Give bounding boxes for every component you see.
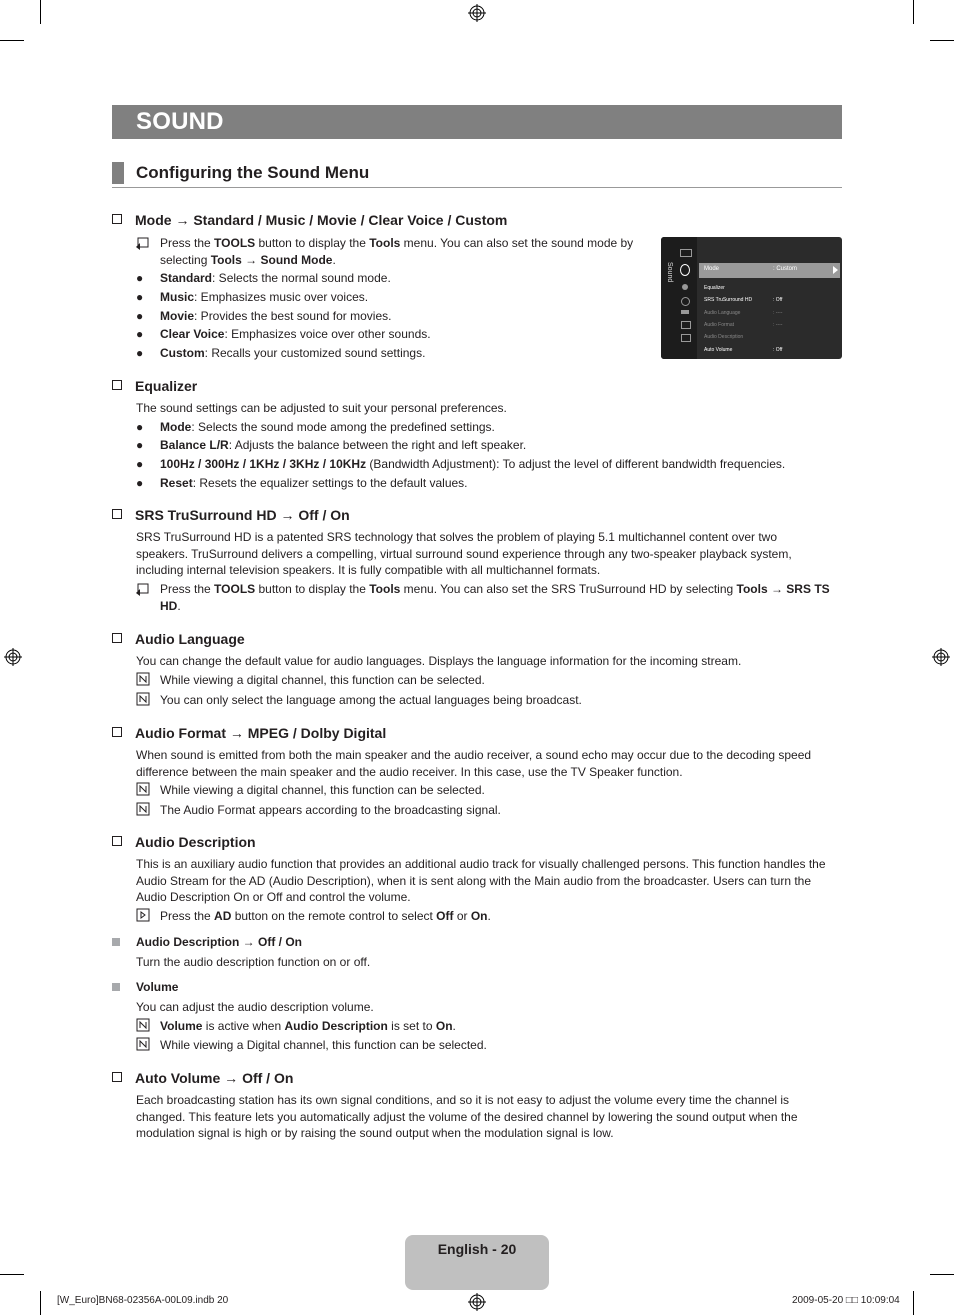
- audio-language-heading: Audio Language: [112, 631, 245, 647]
- crop-mark: [40, 0, 41, 24]
- print-slug-right: 2009-05-20 □□ 10:09:04: [792, 1295, 900, 1306]
- page-number: English - 20: [437, 1241, 517, 1257]
- registration-mark-icon: [468, 1293, 486, 1311]
- crop-mark: [930, 1274, 954, 1275]
- crop-mark: [40, 1291, 41, 1315]
- srs-heading: SRS TruSurround HD → Off / On: [112, 507, 350, 523]
- note-icon: [136, 802, 150, 816]
- osd-row-label: Audio Description: [704, 334, 744, 340]
- osd-row-label: Mode: [704, 266, 720, 272]
- checkbox-icon: [112, 214, 122, 224]
- osd-row-value: : ----: [773, 310, 783, 316]
- osd-row-value: : Custom: [773, 266, 798, 272]
- list-item: ● Balance L/R: Adjusts the balance between the right and left speaker.: [136, 438, 527, 452]
- arrow-right-icon: [833, 266, 838, 274]
- auto-volume-text: Each broadcasting station has its own signal conditions, and so it is not easy to adjust the volume every time the channel is changed. This feature lets you automatically adjust the volume of the desired channel by lowering the sound output when the modulation signal is high or by raising the sound output when the modulation signal is low.: [136, 1093, 798, 1140]
- crop-mark: [0, 1274, 24, 1275]
- audio-language-intro: You can change the default value for audio languages. Displays the language information for the incoming stream.: [136, 654, 742, 668]
- mode-heading: Mode → Standard / Music / Movie / Clear Voice / Custom: [112, 212, 507, 228]
- osd-row-label: Audio Language: [704, 310, 741, 316]
- osd-row-label: Audio Format: [704, 322, 735, 328]
- list-item: ● Standard: Selects the normal sound mode.: [136, 271, 391, 285]
- subsection-text: You can adjust the audio description volume.: [136, 1000, 374, 1014]
- section-title: Configuring the Sound Menu: [136, 163, 370, 182]
- application-icon: [681, 321, 691, 329]
- note-icon: [136, 692, 150, 706]
- note-icon: [136, 782, 150, 796]
- list-item: ● Music: Emphasizes music over voices.: [136, 290, 369, 304]
- input-icon: [681, 310, 689, 314]
- subsection-text: Turn the audio description function on or off.: [136, 955, 371, 969]
- remote-control-icon: [136, 908, 150, 922]
- tools-note: Press the TOOLS button to display the Tools menu. You can also set the sound mode by selecting Tools → Sound Mode.: [136, 235, 656, 269]
- crop-mark: [930, 40, 954, 41]
- subsection-heading: Audio Description → Off / On: [112, 935, 302, 949]
- checkbox-icon: [112, 633, 122, 643]
- osd-row-label: Equalizer: [704, 285, 725, 291]
- auto-volume-heading: Auto Volume → Off / On: [112, 1070, 293, 1086]
- subsection-heading: Volume: [112, 980, 178, 994]
- crop-mark: [0, 40, 24, 41]
- list-item: ● 100Hz / 300Hz / 1KHz / 3KHz / 10KHz (Bandwidth Adjustment): To adjust the level of different bandwidth frequencies.: [136, 457, 786, 471]
- list-item: ● Clear Voice: Emphasizes voice over other sounds.: [136, 327, 431, 341]
- crop-mark: [913, 0, 914, 24]
- equalizer-heading: Equalizer: [112, 378, 197, 394]
- checkbox-icon: [112, 509, 122, 519]
- square-bullet-icon: [112, 938, 120, 946]
- osd-row-value: : ----: [773, 322, 783, 328]
- osd-side-label: Sound: [666, 262, 673, 283]
- audio-format-text: When sound is emitted from both the main speaker and the audio receiver, a sound echo may occur due to the decoding speed difference between the main speaker and the audio receiver. In this case, use the TV Speaker function.: [136, 748, 812, 779]
- checkbox-icon: [112, 1072, 122, 1082]
- checkbox-icon: [112, 380, 122, 390]
- section-heading: [112, 160, 842, 188]
- sound-menu-screenshot: [661, 237, 842, 359]
- osd-row-label: Auto Volume: [704, 347, 733, 353]
- list-item: ● Custom: Recalls your customized sound settings.: [136, 346, 426, 360]
- sound-icon: [680, 264, 690, 276]
- tools-note-icon: [136, 236, 150, 250]
- equalizer-intro: The sound settings can be adjusted to suit your personal preferences.: [136, 401, 507, 415]
- osd-row-value: : Off: [773, 297, 783, 303]
- srs-tools-note: Press the TOOLS button to display the Tools menu. You can also set the SRS TruSurround HD by selecting Tools → SRS TS HD.: [136, 581, 842, 615]
- registration-mark-icon: [468, 4, 486, 22]
- support-icon: [681, 334, 691, 342]
- registration-mark-icon: [4, 648, 22, 666]
- square-bullet-icon: [112, 983, 120, 991]
- page-title: SOUND: [136, 108, 224, 135]
- list-item: ● Mode: Selects the sound mode among the predefined settings.: [136, 420, 495, 434]
- section-marker: [112, 162, 124, 184]
- list-item: ● Reset: Resets the equalizer settings to the default values.: [136, 476, 468, 490]
- audio-format-heading: Audio Format → MPEG / Dolby Digital: [112, 725, 386, 741]
- srs-text: SRS TruSurround HD is a patented SRS technology that solves the problem of playing 5.1 multichannel content over two speakers. TruSurround delivers a compelling, virtual surround sound experience through any two-speaker playback system, including internal television speakers. It is fully compatible with all multichannel formats.: [136, 530, 792, 577]
- print-slug-left: [W_Euro]BN68-02356A-00L09.indb 20: [57, 1295, 229, 1306]
- osd-highlight: [699, 263, 840, 278]
- checkbox-icon: [112, 836, 122, 846]
- registration-mark-icon: [932, 648, 950, 666]
- tools-note-icon: [136, 582, 150, 596]
- audio-description-heading: Audio Description: [112, 834, 256, 850]
- osd-row-label: SRS TruSurround HD: [704, 297, 753, 303]
- note-icon: [136, 1018, 150, 1032]
- page-title-bar: [112, 105, 842, 139]
- checkbox-icon: [112, 727, 122, 737]
- osd-row-value: : Off: [773, 347, 783, 353]
- picture-icon: [680, 249, 692, 257]
- crop-mark: [913, 1291, 914, 1315]
- list-item: ● Movie: Provides the best sound for movies.: [136, 309, 392, 323]
- channel-icon: [682, 284, 688, 290]
- setup-icon: [681, 297, 690, 306]
- note-icon: [136, 672, 150, 686]
- audio-description-text: This is an auxiliary audio function that provides an additional audio track for visually challenged persons. This function handles the Audio Stream for the AD (Audio Description), when it is sent along with the Main audio from the broadcaster. Users can turn the Audio Description On or Off and control the volume.: [136, 857, 826, 904]
- note-icon: [136, 1037, 150, 1051]
- page-number-tab: [405, 1235, 549, 1290]
